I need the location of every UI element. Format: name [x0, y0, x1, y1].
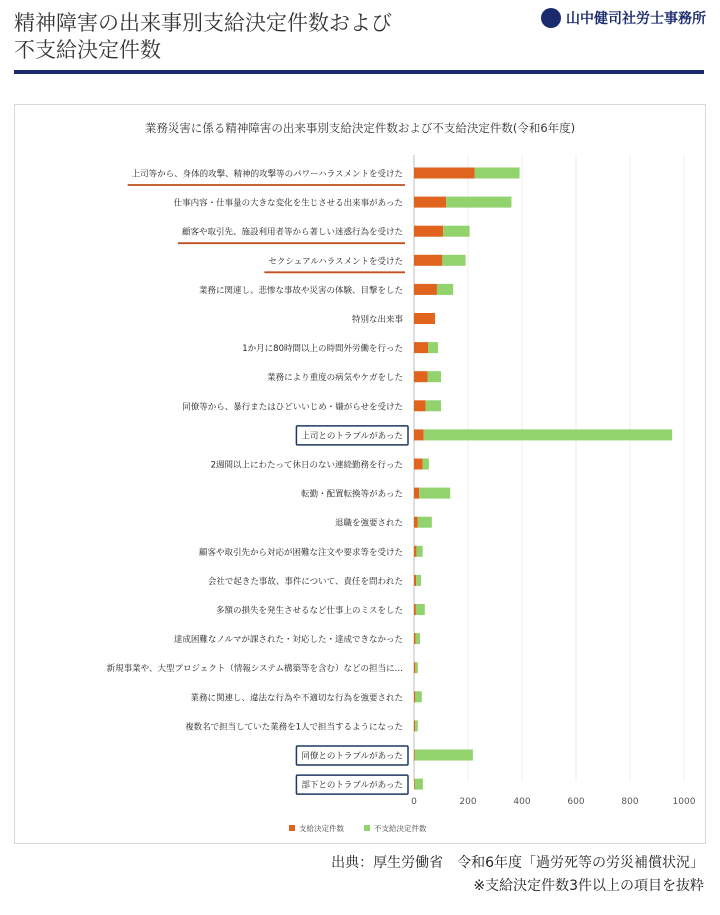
- bar-rejected: [474, 168, 519, 179]
- bar-approved: [414, 575, 416, 586]
- chart-frame: [14, 104, 706, 844]
- bar-rejected: [415, 662, 417, 673]
- bar-approved: [414, 371, 428, 382]
- category-label: 上司とのトラブルがあった: [301, 431, 403, 442]
- source-block: [331, 852, 704, 898]
- category-label: 仕事内容・仕事量の大きな変化を生じさせる出来事があった: [173, 198, 403, 209]
- legend-swatch-approved: [289, 825, 295, 831]
- x-tick-label: 0: [411, 797, 417, 807]
- category-label: 特別な出来事: [351, 315, 403, 325]
- category-label: 業務に関連し、違法な行為や不適切な行為を強要された: [190, 693, 403, 704]
- bar-approved: [414, 255, 442, 266]
- category-label: 達成困難なノルマが課された・対応した・達成できなかった: [173, 635, 403, 646]
- bar-approved: [414, 633, 416, 644]
- bar-approved: [414, 226, 443, 237]
- bar-rejected: [416, 633, 420, 644]
- legend-label-rejected: 不支給決定件数: [374, 824, 427, 833]
- category-label: 1か月に80時間以上の時間外労働を行った: [242, 344, 403, 355]
- bar-approved: [414, 750, 415, 761]
- category-label: 部下とのトラブルがあった: [301, 780, 403, 791]
- source-citation: 出典：厚生労働省 令和6年度「過労死等の労災補償状況」: [331, 855, 704, 871]
- bar-approved: [414, 779, 415, 790]
- x-tick-label: 800: [621, 797, 639, 807]
- category-label: 新規事業や、大型プロジェクト（情報システム構築等を含む）などの担当に…: [106, 664, 403, 675]
- bar-rejected: [446, 197, 511, 208]
- page-title-line-2: 不支給決定件数: [14, 38, 161, 62]
- bar-rejected: [418, 517, 432, 528]
- bar-rejected: [426, 400, 441, 411]
- category-label: 業務に関連し、悲惨な事故や災害の体験、目撃をした: [198, 285, 403, 296]
- brand-logo: [541, 8, 706, 28]
- stacked-bar-chart: [15, 105, 705, 843]
- bar-approved: [414, 517, 418, 528]
- bar-approved: [414, 400, 426, 411]
- category-label: 業務により重度の病気やケガをした: [267, 373, 403, 384]
- category-label: 顧客や取引先、施設利用者等から著しい迷惑行為を受けた: [181, 227, 403, 238]
- bar-rejected: [423, 459, 429, 470]
- bar-rejected: [416, 575, 421, 586]
- x-tick-label: 400: [513, 797, 531, 807]
- category-label: 顧客や取引先から対応が困難な注文や要求等を受けた: [198, 547, 403, 558]
- category-label: 同僚とのトラブルがあった: [301, 751, 403, 762]
- brand-mark-icon: [541, 8, 561, 28]
- bar-approved: [414, 168, 474, 179]
- brand-name: 山中健司社労士事務所: [566, 11, 706, 27]
- bar-approved: [414, 604, 416, 615]
- header-divider: [14, 70, 704, 74]
- bar-rejected: [424, 429, 672, 440]
- bar-rejected: [416, 604, 425, 615]
- legend-swatch-rejected: [364, 825, 370, 831]
- bar-approved: [414, 429, 424, 440]
- category-label: 2週間以上にわたって休日のない連続勤務を行った: [210, 460, 403, 471]
- source-note: ※支給決定件数3件以上の項目を抜粋: [473, 878, 704, 894]
- bar-approved: [414, 459, 423, 470]
- category-label: 多額の損失を発生させるなど仕事上のミスをした: [215, 606, 403, 616]
- bar-approved: [414, 313, 435, 324]
- category-label: 退職を強要された: [334, 518, 403, 529]
- bar-approved: [414, 546, 416, 557]
- bar-rejected: [415, 750, 473, 761]
- bar-approved: [414, 720, 415, 731]
- bar-rejected: [415, 779, 423, 790]
- chart-title: 業務災害に係る精神障害の出来事別支給決定件数および不支給決定件数(令和6年度): [144, 121, 576, 135]
- x-tick-label: 200: [459, 797, 477, 807]
- category-label: 複数名で担当していた業務を1人で担当するようになった: [185, 722, 403, 733]
- bar-rejected: [437, 284, 453, 295]
- bar-rejected: [428, 371, 442, 382]
- bar-approved: [414, 691, 415, 702]
- category-label: 会社で起きた事故、事件について、責任を問われた: [207, 576, 403, 587]
- bar-approved: [414, 662, 415, 673]
- legend-label-approved: 支給決定件数: [299, 824, 344, 833]
- bar-approved: [414, 342, 428, 353]
- bar-approved: [414, 197, 446, 208]
- page-title-line-1: 精神障害の出来事別支給決定件数および: [14, 11, 392, 35]
- category-label: 転勤・配置転換等があった: [301, 489, 403, 500]
- category-label: 上司等から、身体的攻撃、精神的攻撃等のパワーハラスメントを受けた: [131, 169, 403, 180]
- bar-rejected: [415, 720, 418, 731]
- bar-approved: [414, 488, 419, 499]
- category-label: 同僚等から、暴行またはひどいいじめ・嫌がらせを受けた: [182, 402, 403, 413]
- bar-rejected: [415, 691, 421, 702]
- x-tick-label: 600: [567, 797, 585, 807]
- bar-rejected: [416, 546, 422, 557]
- bar-approved: [414, 284, 437, 295]
- bar-rejected: [443, 226, 469, 237]
- x-tick-label: 1000: [672, 797, 696, 807]
- bar-rejected: [419, 488, 450, 499]
- category-label: セクシュアルハラスメントを受けた: [268, 256, 403, 267]
- bar-rejected: [442, 255, 465, 266]
- page-title: [14, 10, 534, 64]
- bar-rejected: [428, 342, 438, 353]
